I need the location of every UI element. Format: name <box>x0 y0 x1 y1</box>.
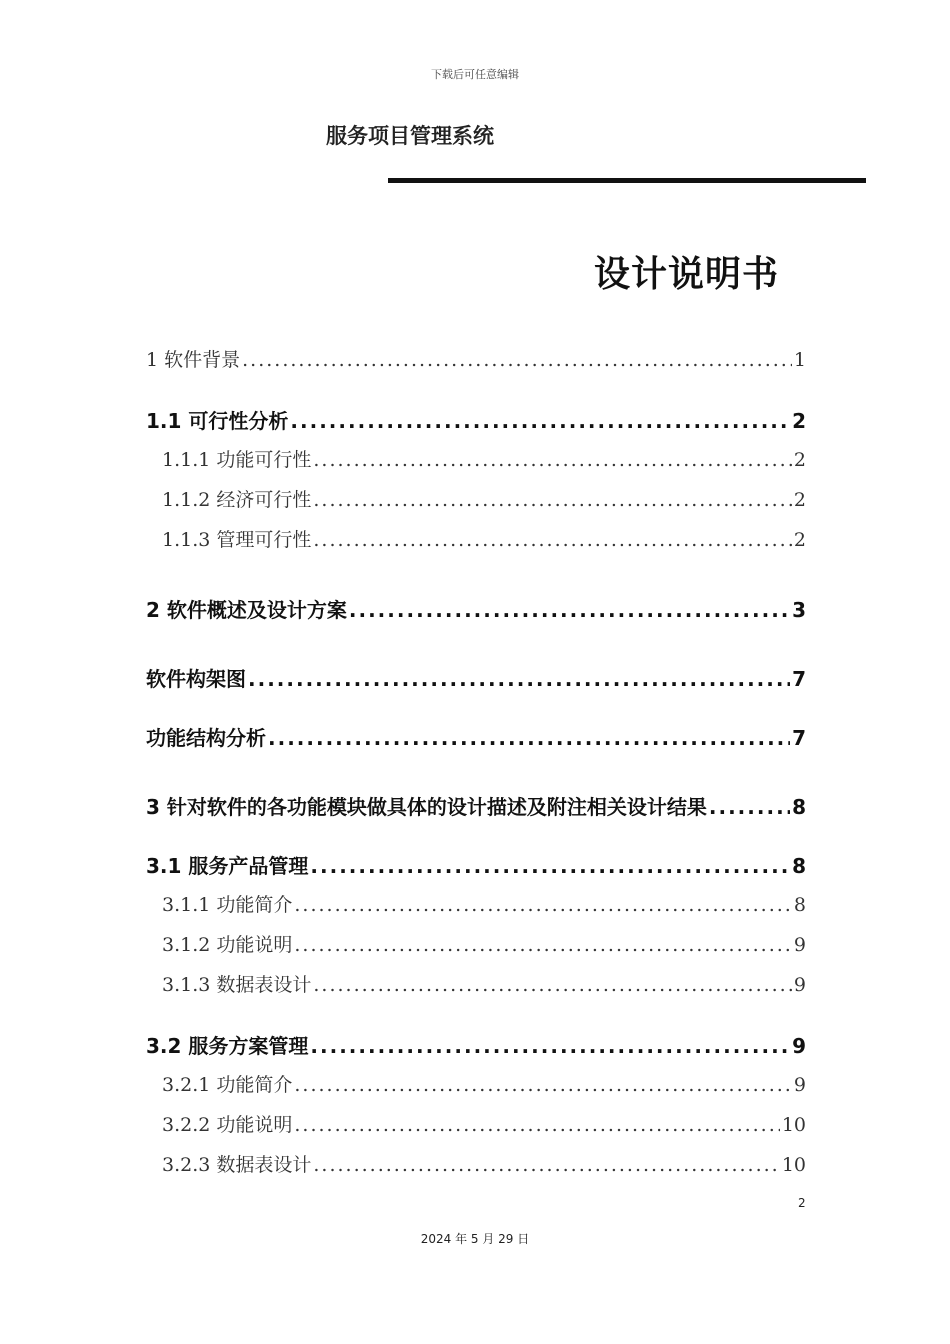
toc-leader-dots <box>313 974 792 996</box>
toc-entry-page: 2 <box>793 529 806 551</box>
toc-entry-3-1-1[interactable] <box>162 890 806 920</box>
toc-entry-label: 1.1 可行性分析 <box>146 409 289 433</box>
toc-entry-page: 9 <box>792 1034 806 1058</box>
footer-date: 2024 年 5 月 29 日 <box>420 1232 530 1246</box>
toc-entry-architecture[interactable] <box>146 663 806 693</box>
toc-entry-page: 9 <box>793 974 806 996</box>
toc-entry-3[interactable] <box>146 791 806 821</box>
toc-leader-dots <box>294 894 792 916</box>
system-title: 服务项目管理系统 <box>326 124 494 148</box>
toc-entry-page: 7 <box>792 667 806 691</box>
toc-entry-page: 9 <box>793 934 806 956</box>
toc-entry-1-1-3[interactable] <box>162 525 806 555</box>
toc-leader-dots <box>313 529 792 551</box>
toc-entry-label: 1.1.3 管理可行性 <box>162 529 312 551</box>
toc-entry-label: 3.1 服务产品管理 <box>146 854 309 878</box>
toc-leader-dots <box>313 449 792 471</box>
toc-entry-label: 3.2 服务方案管理 <box>146 1034 309 1058</box>
toc-entry-3-2[interactable] <box>146 1030 806 1060</box>
toc-entry-page: 2 <box>792 409 806 433</box>
toc-entry-2[interactable] <box>146 594 806 624</box>
toc-entry-page: 8 <box>792 795 806 819</box>
toc-entry-3-2-1[interactable] <box>162 1070 806 1100</box>
toc-entry-page: 3 <box>792 598 806 622</box>
main-title: 设计说明书 <box>594 254 780 295</box>
toc-entry-label: 2 软件概述及设计方案 <box>146 598 347 622</box>
toc-leader-dots <box>294 934 792 956</box>
toc-leader-dots <box>310 854 790 878</box>
toc-entry-page: 8 <box>792 854 806 878</box>
toc-entry-label: 1.1.1 功能可行性 <box>162 449 312 471</box>
toc-leader-dots <box>268 726 790 750</box>
toc-entry-page: 8 <box>793 894 806 916</box>
toc-entry-label: 3 针对软件的各功能模块做具体的设计描述及附注相关设计结果 <box>146 795 707 819</box>
toc-entry-label: 软件构架图 <box>146 667 246 691</box>
toc-entry-label: 功能结构分析 <box>146 726 266 750</box>
toc-entry-3-1-2[interactable] <box>162 930 806 960</box>
toc-entry-3-2-2[interactable] <box>162 1110 806 1140</box>
title-rule <box>388 178 866 183</box>
toc-entry-label: 3.2.1 功能简介 <box>162 1074 293 1096</box>
toc-entry-page: 10 <box>781 1114 806 1136</box>
page-number: 2 <box>798 1196 806 1210</box>
toc-entry-label: 1.1.2 经济可行性 <box>162 489 312 511</box>
header-note: 下载后可任意编辑 <box>431 68 519 81</box>
toc-entry-3-1[interactable] <box>146 850 806 880</box>
toc-leader-dots <box>294 1114 779 1136</box>
toc-entry-function-structure[interactable] <box>146 722 806 752</box>
toc-entry-label: 3.2.2 功能说明 <box>162 1114 293 1136</box>
toc-leader-dots <box>313 1154 779 1176</box>
toc-entry-3-2-3[interactable] <box>162 1150 806 1180</box>
toc-leader-dots <box>709 795 790 819</box>
toc-entry-label: 3.2.3 数据表设计 <box>162 1154 312 1176</box>
toc-leader-dots <box>242 349 792 371</box>
toc-entry-label: 3.1.1 功能简介 <box>162 894 293 916</box>
toc-leader-dots <box>313 489 792 511</box>
toc-entry-1-1[interactable] <box>146 405 806 435</box>
toc-entry-1-1-2[interactable] <box>162 485 806 515</box>
toc-leader-dots <box>310 1034 790 1058</box>
toc-leader-dots <box>290 409 790 433</box>
toc-entry-page: 9 <box>793 1074 806 1096</box>
toc-leader-dots <box>248 667 790 691</box>
toc-entry-3-1-3[interactable] <box>162 970 806 1000</box>
toc-entry-label: 3.1.3 数据表设计 <box>162 974 312 996</box>
toc-leader-dots <box>294 1074 792 1096</box>
toc-entry-page: 10 <box>781 1154 806 1176</box>
toc-entry-page: 1 <box>793 349 806 371</box>
toc-entry-1-1-1[interactable] <box>162 445 806 475</box>
toc-entry-page: 2 <box>793 489 806 511</box>
toc-leader-dots <box>349 598 790 622</box>
toc-entry-page: 7 <box>792 726 806 750</box>
toc-entry-label: 3.1.2 功能说明 <box>162 934 293 956</box>
toc-entry-label: 1 软件背景 <box>146 349 241 371</box>
toc-entry-1[interactable] <box>146 345 806 375</box>
toc-entry-page: 2 <box>793 449 806 471</box>
